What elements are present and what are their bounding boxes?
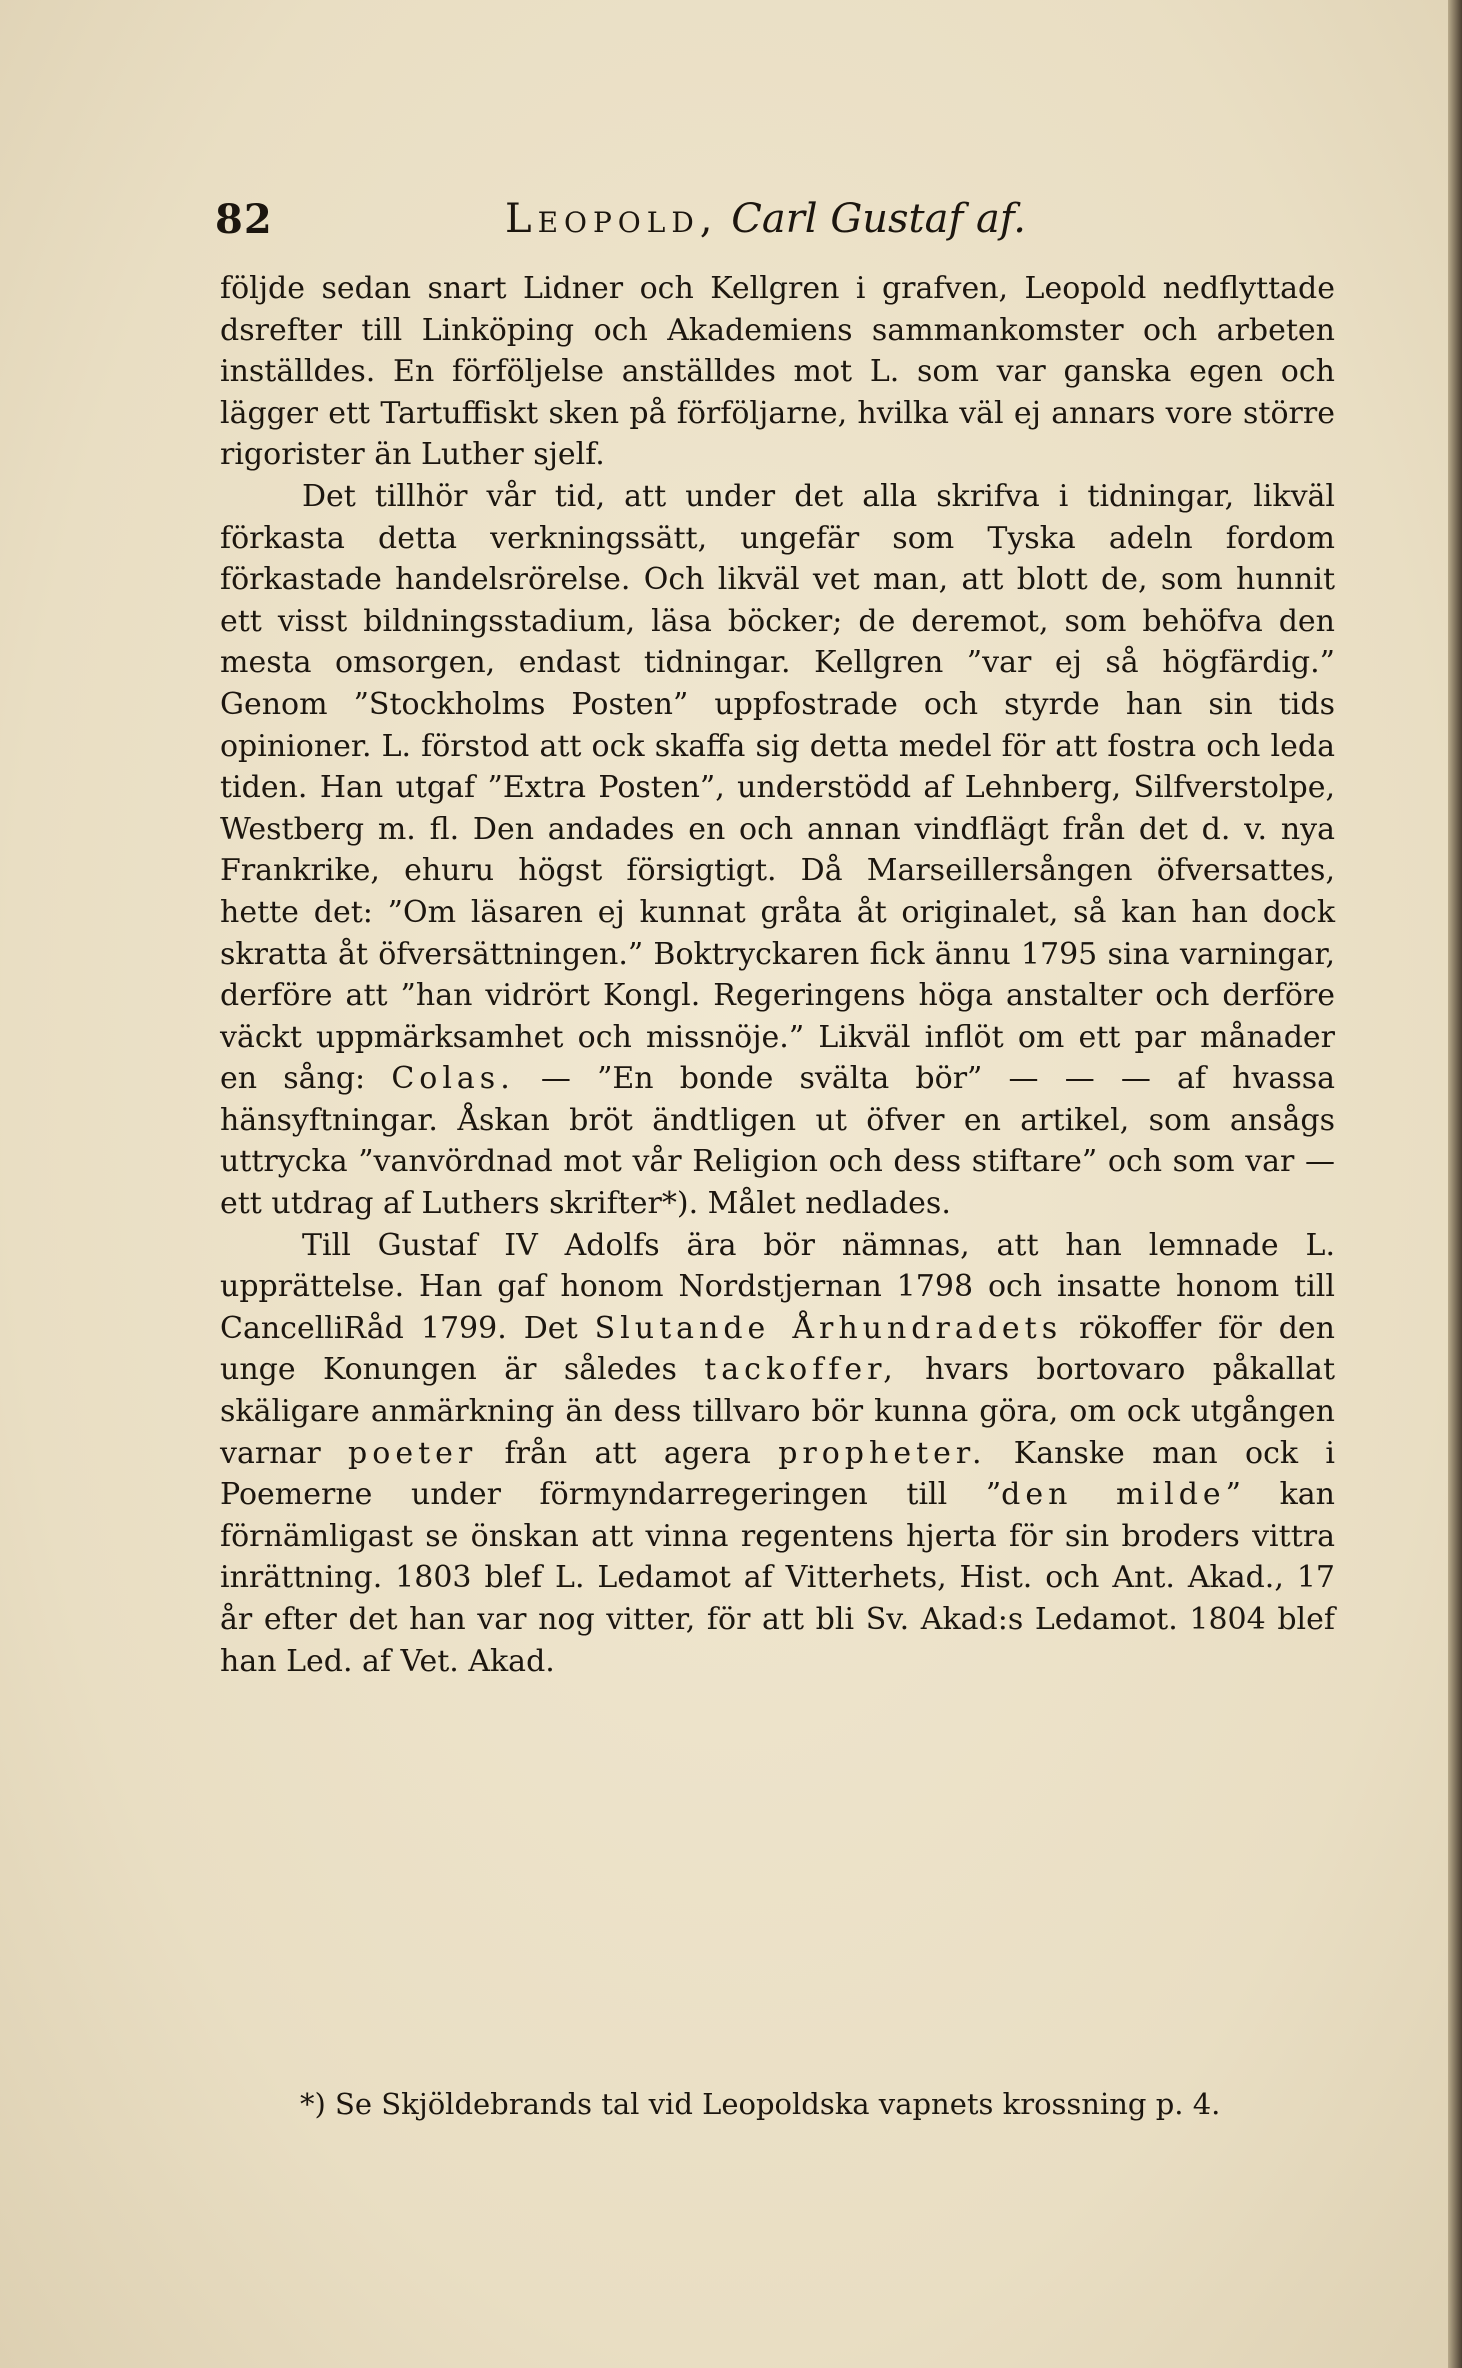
paragraph-3-spaced-b: tackoffer, (704, 1352, 898, 1388)
paragraph-2 (220, 476, 1335, 1225)
paragraph-3-spaced-e: den milde (1001, 1477, 1226, 1513)
page-header (215, 196, 1335, 256)
paragraph-1: följde sedan snart Lidner och Kellgren i grafven, Leopold nedflyttade dsrefter till Linköping och Akademiens sammankomster och arbeten inställdes. En förföljelse anställdes mot L. som var ganska egen och lägger ett Tartuffiskt sken på förföljarne, hvilka väl ej annars vore större rigorister än Luther sjelf. (220, 271, 1335, 473)
paragraph-3-spaced-d: propheter. (778, 1435, 987, 1471)
paragraph-3 (220, 1225, 1335, 1683)
paragraph-3-spaced-a: Slutande Århundradets (594, 1310, 1063, 1346)
running-head-given: Carl Gustaf af. (731, 196, 1026, 242)
paragraph-2-text-b: — ”En bonde svälta bör” — — — af hvassa hänsyftningar. Åskan bröt ändtligen ut öfver en artikel, som ansågs uttrycka ”vanvördnad mot vår Religion och dess stiftare” och som var — ett utdrag af Luthers skrifter*). Målet nedlades. (220, 1061, 1335, 1222)
page-number: 82 (215, 196, 273, 243)
paragraph-3-text-e: Kanske man ock i Poemerne under förmyndarregeringen till ” (220, 1435, 1335, 1513)
paragraph-3-text-d: från att agera (477, 1435, 779, 1471)
paragraph-2-text-a: Det tillhör vår tid, att under det alla skrifva i tidningar, likväl förkasta detta verkningssätt, ungefär som Tyska adeln fordom förkastade handelsrörelse. Och likväl vet man, att blott de, som hunnit ett visst bildningsstadium, läsa böcker; de deremot, som behöfva den mesta omsorgen, endast tidningar. Kellgren ”var ej så högfärdig.” Genom ”Stockholms Posten” uppfostrade och styrde han sin tids opinioner. L. förstod att ock skaffa sig detta medel för att fostra och leda tiden. Han utgaf ”Extra Posten”, understödd af Lehnberg, Silfverstolpe, Westberg m. fl. Den andades en och annan vindflägt från det d. v. nya Frankrike, ehuru högst försigtigt. Då Marseillersången öfversattes, hette det: ”Om läsaren ej kunnat gråta åt originalet, så kan han dock skratta åt öfversättningen.” Boktryckaren fick ännu 1795 sina varningar, derföre att ”han vidrört Kongl. Regeringens höga anstalter och derföre väckt uppmärksamhet och missnöje.” Likväl inflöt om ett par månader en sång: (220, 478, 1335, 1097)
body-text (220, 268, 1335, 1682)
paragraph-3-text-b: rökoffer för den unge Konungen är således (220, 1310, 1335, 1388)
page-binding-edge (1448, 0, 1462, 2368)
paragraph-3-text-c: hvars bortovaro påkallat skäligare anmärkning än dess tillvaro bör kunna göra, om ock utgången varnar (220, 1352, 1335, 1471)
paragraph-3-text-f: ” kan förnämligast se önskan att vinna regentens hjerta för sin broders vittra inrättning. 1803 blef L. Ledamot af Vitterhets, Hist. och Ant. Akad., 17 år efter det han var nog vitter, för att bli Sv. Akad:s Ledamot. 1804 blef han Led. af Vet. Akad. (220, 1477, 1335, 1679)
running-head-surname: Leopold, (505, 196, 719, 242)
paragraph-2-spaced-a: Colas. (391, 1061, 515, 1097)
paragraph-3-text-a: Till Gustaf IV Adolfs ära bör nämnas, att han lemnade L. upprättelse. Han gaf honom Nordstjernan 1798 och insatte honom till CancelliRåd 1799. Det (220, 1227, 1335, 1346)
footnote: *) Se Skjöldebrands tal vid Leopoldska vapnets krossning p. 4. (300, 2087, 1221, 2121)
running-head (505, 196, 1026, 242)
paragraph-3-spaced-c: poeter (348, 1435, 478, 1471)
